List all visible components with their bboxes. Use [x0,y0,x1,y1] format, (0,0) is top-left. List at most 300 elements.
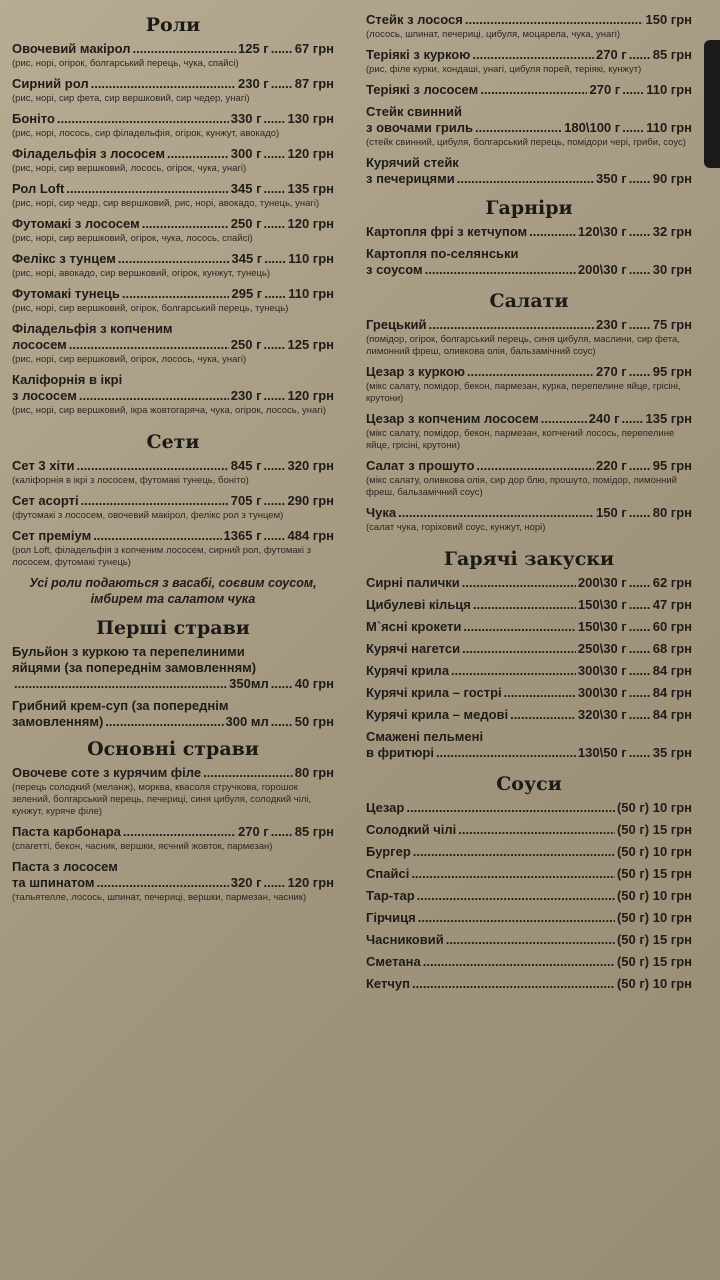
item-price: 85 грн [652,47,692,62]
item-name-line: Філадельфія з копченим [12,321,173,336]
item-name: Курячі крила – медові [366,707,509,722]
item-weight: 330 г [230,111,262,126]
item-weight: 230 г [596,317,627,332]
leader-dots [476,458,594,474]
item-name-line: Грибний крем-суп (за попереднім [12,698,229,713]
item-price: 95 грн [652,458,692,473]
section-title: Гарніри [485,197,573,219]
menu-row [366,12,692,28]
item-name: Курячі крила – гострі [366,685,502,700]
item-price: 50 грн [294,714,334,729]
item-price: 135 грн [287,181,334,196]
menu-item [366,866,692,882]
menu-row [12,181,334,197]
leader-dots [541,411,587,427]
item-description: (рис, норі, сир чедр, сир вершковий, рис, норі, авокадо, тунець, унагі) [12,198,320,209]
menu-item [366,954,692,970]
menu-row [12,286,334,302]
menu-item [12,251,334,280]
item-weight: 240 г [588,411,620,426]
leader-dots [81,493,229,509]
section-title: Соуси [496,773,562,795]
leader-dots [91,76,236,92]
item-description: (рис, норі, сир вершковий, лосось, огірок, чука, унагі) [12,163,247,174]
item-weight: 300\30 г [577,685,627,700]
leader-dots [398,505,594,521]
item-name: з соусом [366,262,423,277]
item-price: 60 грн [652,619,692,634]
menu-row [366,411,692,427]
menu-item [366,888,692,904]
menu-column-left [12,0,334,910]
leader-dots [122,286,230,302]
item-description: (тальятелле, лосось, шпинат, печериці, вершки, пармезан, часник) [12,892,307,903]
section-rolls [12,14,334,417]
menu-item [366,597,692,613]
item-price: 120 грн [287,388,334,403]
leader-dots [629,171,651,187]
item-name: Сет преміум [12,528,92,543]
menu-row [366,120,692,136]
item-portion: (50 г) 15 грн [616,932,692,947]
leader-dots [105,714,223,730]
leader-dots [629,458,651,474]
item-weight: 845 г [230,458,262,473]
item-name: Футомакі тунець [12,286,120,301]
menu-row [366,575,692,591]
menu-item [366,822,692,838]
leader-dots [629,619,651,635]
leader-dots [123,824,236,840]
menu-row [366,685,692,701]
leader-dots [629,224,651,240]
item-price: 125 грн [287,337,334,352]
item-portion: (50 г) 10 грн [616,910,692,925]
item-name: замовленням) [12,714,104,729]
leader-dots [57,111,229,127]
item-price: 67 грн [294,41,334,56]
item-name: Рол Loft [12,181,65,196]
leader-dots [629,663,651,679]
item-name: Сирні палички [366,575,460,590]
item-weight: 200\30 г [577,575,627,590]
leader-dots [458,822,615,838]
leader-dots [529,224,576,240]
leader-dots [271,714,293,730]
leader-dots [263,146,285,162]
item-weight: 125 г [238,41,269,56]
menu-row [366,866,692,882]
item-name-line: Картопля по-селянськи [366,246,519,261]
item-name: Стейк з лосося [366,12,463,27]
item-weight: 150\30 г [577,619,627,634]
leader-dots [629,707,651,723]
item-name: Теріякі з лососем [366,82,479,97]
item-name: Часниковий [366,932,444,947]
menu-row [366,954,692,970]
item-price: 110 грн [646,120,692,135]
item-weight: 270 г [596,364,627,379]
item-price: 30 грн [652,262,692,277]
menu-row [12,388,334,404]
item-description: (мікс салату, оливкова олія, сир дор блю, прошуто, помідор, лимонний фреш, бальзамічний соус) [366,475,677,498]
item-price: 135 грн [645,411,692,426]
item-price: 130 грн [287,111,334,126]
item-name: Цезар з копченим лососем [366,411,539,426]
item-name: Солодкий чілі [366,822,457,837]
leader-dots [76,458,228,474]
menu-row [366,619,692,635]
menu-row [366,597,692,613]
item-portion: (50 г) 15 грн [616,954,692,969]
menu-row [366,171,692,187]
item-name: Боніто [12,111,55,126]
section-sets [12,431,334,607]
item-price: 484 грн [287,528,334,543]
item-name-line: Смажені пельмені [366,729,484,744]
menu-column-right [366,0,692,998]
menu-item [366,246,692,278]
item-description: (лосось, шпинат, печериці, цибуля, моцарела, чука, унагі) [366,29,620,40]
leader-dots [429,317,594,333]
leader-dots [263,528,285,544]
item-name: з печерицями [366,171,455,186]
item-weight: 345 г [230,181,262,196]
item-description: (рис, норі, сир вершковий, огірок, лосось, чука, унагі) [12,354,247,365]
item-name: Картопля фрі з кетчупом [366,224,528,239]
item-name: Цезар з куркою [366,364,465,379]
item-name: Філадельфія з лососем [12,146,165,161]
item-description: (рис, філе курки, хондаші, унагі, цибуля порей, теріякі, кунжут) [366,64,642,75]
item-name: Сирний рол [12,76,89,91]
menu-item [366,411,692,452]
menu-item [12,859,334,904]
leader-dots [622,120,644,136]
menu-item [366,685,692,701]
menu-item [366,619,692,635]
leader-dots [451,663,576,679]
leader-dots [629,745,651,761]
menu-row [366,932,692,948]
menu-item [12,493,334,522]
leader-dots [462,641,576,657]
menu-item [12,644,334,692]
menu-item [12,286,334,315]
item-description: (стейк свинний, цибуля, болгарський перець, помідори чері, гриби, соус) [366,137,686,148]
menu-item [366,932,692,948]
item-weight: 180\100 г [564,120,621,135]
item-description: (мікс салату, помідор, бекон, пармезан, копчений лосось, перепелине яйце, грісіні, крутони) [366,428,675,451]
item-name: Сметана [366,954,421,969]
section-steaks [366,12,692,187]
item-name: та шпинатом [12,875,95,890]
sets-note: Усі роли подаються з васабі, соєвим соусом, імбирем та салатом чука [29,576,317,606]
item-portion: (50 г) 15 грн [616,866,692,881]
menu-row [12,528,334,544]
item-name: М`ясні крокети [366,619,462,634]
menu-row [12,111,334,127]
menu-item [12,372,334,417]
leader-dots [457,171,594,187]
item-name: з лососем [12,388,77,403]
item-name-line: Каліфорнія в ікрі [12,372,123,387]
item-name: Грецький [366,317,427,332]
item-name: Гірчиця [366,910,416,925]
item-description: (каліфорнія в ікрі з лососем, футомакі тунець, боніто) [12,475,249,486]
item-weight: 270 г [589,82,621,97]
section-soups [12,617,334,730]
item-description: (рол Loft, філадельфія з копченим лососем, сирний рол, футомакі з лососем, футомакі тунець) [12,545,311,568]
menu-item [366,155,692,187]
menu-row [12,337,334,353]
leader-dots [263,111,285,127]
item-price: 120 грн [287,875,334,890]
item-name: Салат з прошуто [366,458,475,473]
item-price: 35 грн [652,745,692,760]
menu-row [366,888,692,904]
item-description: (перець солодкий (меланж), морква, квасоля стручкова, горошок зелений, болгарський перець, печериці, синя цибуля, солодкий чілі, кунжут, куряче філе) [12,782,312,817]
item-price: 68 грн [652,641,692,656]
item-weight: 250 г [230,337,262,352]
leader-dots [462,575,576,591]
leader-dots [629,47,651,63]
leader-dots [271,76,293,92]
item-price: 84 грн [652,707,692,722]
item-weight: 270 г [238,824,269,839]
item-description: (мікс салату, помідор, бекон, пармезан, курка, перепелине яйце, грісіні, крутони) [366,381,681,404]
menu-item [366,364,692,405]
item-name: Тар-тар [366,888,415,903]
item-weight: 705 г [230,493,262,508]
leader-dots [413,844,615,860]
leader-dots [504,685,576,701]
item-portion: (50 г) 15 грн [616,822,692,837]
item-name: Курячі нагетси [366,641,461,656]
menu-row [366,910,692,926]
item-description: (рис, норі, сир вершковий, ікра жовтогаряча, чука, огірок, лосось, унагі) [12,405,326,416]
leader-dots [621,411,643,427]
menu-item [12,41,334,70]
item-weight: 150\30 г [577,597,627,612]
menu-row [366,262,692,278]
item-weight: 220 г [596,458,627,473]
menu-item [366,82,692,98]
leader-dots [425,262,576,278]
leader-dots [465,12,644,28]
item-weight: 130\50 г [577,745,627,760]
item-price: 120 грн [287,216,334,231]
item-price: 90 грн [652,171,692,186]
menu-row [366,364,692,380]
leader-dots [418,910,615,926]
item-description: (рис, норі, лосось, сир філадельфія, огірок, кунжут, авокадо) [12,128,280,139]
leader-dots [263,875,285,891]
item-name-line: Курячий стейк [366,155,459,170]
item-name-line: Стейк свинний [366,104,462,119]
leader-dots [133,41,236,57]
leader-dots [263,493,285,509]
menu-item [12,528,334,569]
item-description: (помідор, огірок, болгарський перець, синя цибуля, маслини, сир фета, лимонний фреш, оливкова олія, бальзамічний соус) [366,334,680,357]
menu-row [366,707,692,723]
menu-item [12,765,334,818]
leader-dots [118,251,230,267]
menu-row [366,47,692,63]
leader-dots [629,364,651,380]
item-name-line: Бульйон з куркою та перепелиними [12,644,245,659]
item-weight: 320\30 г [577,707,627,722]
menu-item [366,844,692,860]
menu-row [12,251,334,267]
menu-item [366,575,692,591]
item-name: в фритюрі [366,745,434,760]
menu-row [12,41,334,57]
item-weight: 230 г [230,388,262,403]
item-name-line: Паста з лососем [12,859,118,874]
menu-item [12,698,334,730]
section-title: Перші страви [96,617,250,639]
menu-row [12,146,334,162]
leader-dots [93,528,221,544]
menu-item [12,111,334,140]
menu-item [366,800,692,816]
section-salads [366,290,692,534]
menu-row [12,76,334,92]
leader-dots [629,505,651,521]
item-weight: 295 г [231,286,263,301]
item-description: (салат чука, горіховий соус, кунжут, норі) [366,522,546,533]
item-price: 75 грн [652,317,692,332]
leader-dots [472,47,594,63]
menu-item [12,321,334,366]
menu-item [12,181,334,210]
menu-row [366,224,692,240]
item-price: 84 грн [652,663,692,678]
menu-item [12,216,334,245]
item-portion: (50 г) 10 грн [616,888,692,903]
item-name: Цибулеві кільця [366,597,471,612]
leader-dots [629,641,651,657]
leader-dots [629,317,651,333]
item-weight: 300 г [230,146,262,161]
leader-dots [271,676,293,692]
item-description: (футомакі з лососем, овочевий макірол, фелікс рол з тунцем) [12,510,284,521]
leader-dots [66,181,228,197]
item-price: 320 грн [287,458,334,473]
menu-row [12,493,334,509]
item-price: 40 грн [294,676,334,691]
leader-dots [473,597,576,613]
section-snacks [366,548,692,761]
leader-dots [463,619,576,635]
menu-item [366,641,692,657]
menu-row [366,317,692,333]
item-description: (рис, норі, сир вершковий, огірок, болгарський перець, тунець) [12,303,289,314]
menu-item [12,824,334,853]
item-weight: 300\30 г [577,663,627,678]
menu-item [366,505,692,534]
leader-dots [263,216,285,232]
leader-dots [423,954,615,970]
menu-row [366,458,692,474]
item-name: Бургер [366,844,411,859]
leader-dots [475,120,562,136]
menu-row [366,976,692,992]
dark-edge [704,40,720,168]
leader-dots [203,765,293,781]
item-name: Футомакі з лососем [12,216,140,231]
leader-dots [142,216,229,232]
item-price: 32 грн [652,224,692,239]
item-weight: 300 мл [225,714,269,729]
item-weight: 150 г [596,505,627,520]
leader-dots [436,745,576,761]
menu-row [366,745,692,761]
item-name: лососем [12,337,67,352]
section-mains [12,738,334,904]
leader-dots [263,388,285,404]
section-title: Гарячі закуски [443,548,615,570]
item-weight: 345 г [231,251,263,266]
item-portion: (50 г) 10 грн [616,844,692,859]
item-price: 85 грн [294,824,334,839]
item-price: 110 грн [288,251,334,266]
item-weight: 120\30 г [577,224,627,239]
menu-item [366,317,692,358]
item-description: (спагетті, бекон, часник, вершки, яєчний жовток, пармезан) [12,841,273,852]
item-portion: (50 г) 10 грн [616,976,692,991]
menu-row [366,641,692,657]
leader-dots [629,575,651,591]
item-price: 110 грн [646,82,692,97]
item-name: Теріякі з куркою [366,47,471,62]
item-name: Курячі крила [366,663,450,678]
item-weight: 270 г [596,47,627,62]
item-name: Сет 3 хіти [12,458,75,473]
leader-dots [79,388,229,404]
menu-item [366,47,692,76]
item-name: з овочами гриль [366,120,474,135]
leader-dots [271,824,293,840]
item-description: (рис, норі, сир фета, сир вершковий, сир чедер, унагі) [12,93,250,104]
leader-dots [629,262,651,278]
item-price: 290 грн [287,493,334,508]
menu-row [366,82,692,98]
menu-row [12,714,334,730]
menu-item [366,224,692,240]
leader-dots [167,146,229,162]
section-title: Основні страви [87,738,259,760]
item-name: Овочевий макірол [12,41,131,56]
leader-dots [264,251,286,267]
leader-dots [629,597,651,613]
leader-dots [69,337,229,353]
menu-item [366,707,692,723]
item-name: Сет асорті [12,493,79,508]
leader-dots [480,82,587,98]
menu-item [12,458,334,487]
item-price: 84 грн [652,685,692,700]
item-name: Чука [366,505,397,520]
menu-row [12,216,334,232]
leader-dots [411,866,615,882]
menu-row [12,875,334,891]
leader-dots [446,932,615,948]
item-price: 110 грн [288,286,334,301]
section-title: Роли [145,14,201,36]
menu-row [366,822,692,838]
menu-item [12,76,334,105]
